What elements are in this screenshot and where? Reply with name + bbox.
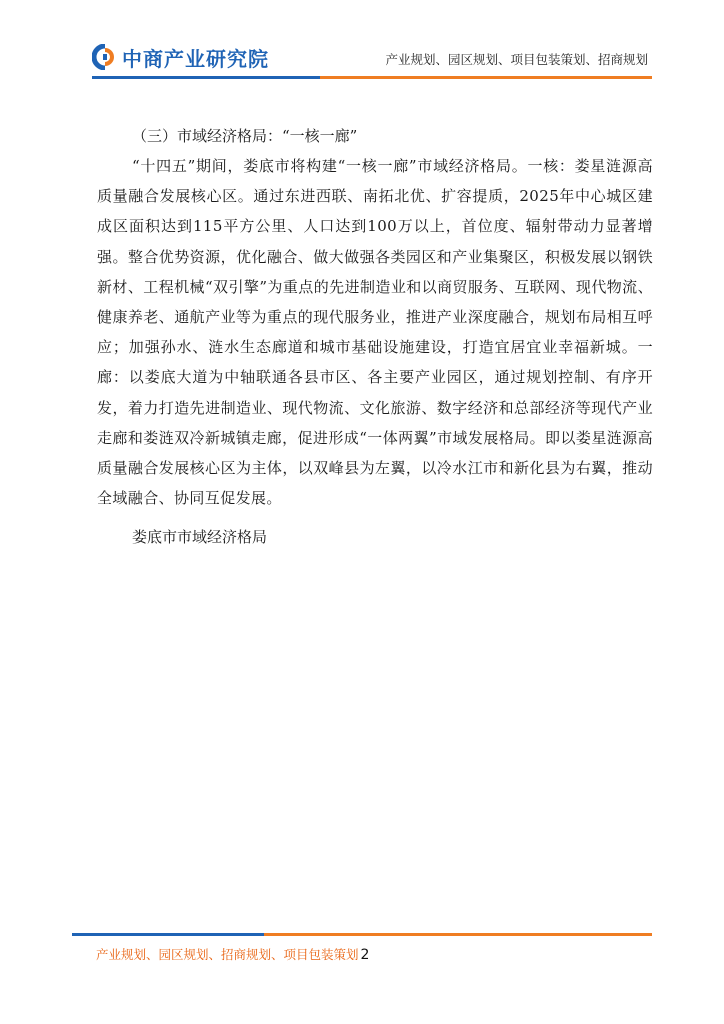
body-paragraph: “十四五”期间，娄底市将构建“一核一廊”市域经济格局。一核：娄星涟源高质量融合发展核心区。通过东进西联、南拓北优、扩容提质，2025年中心城区建成区面积达到115平方公里、人口达到100万以上，首位度、辐射带动力显著增强。整合优势资源，优化融合、做大做强各类园区和产业集聚区，积极发展以钢铁新材、工程机械“双引擎”为重点的先进制造业和以商贸服务、互联网、现代物流、健康养老、通航产业等为重点的现代服务业，推进产业深度融合，规划布局相互呼应；加强孙水、涟水生态廊道和城市基础设施建设，打造宜居宜业幸福新城。一廊：以娄底大道为中轴联通各县市区、各主要产业园区，通过规划控制、有序开发，着力打造先进制造业、现代物流、文化旅游、数字经济和总部经济等现代产业走廊和娄涟双冷新城镇走廊，促进形成“一体两翼”市域发展格局。即以娄星涟源高质量融合发展核心区为主体，以双峰县为左翼，以冷水江市和新化县为右翼，推动全域融合、协同互促发展。: [97, 157, 653, 508]
logo: [92, 44, 269, 70]
page-footer: [96, 945, 369, 963]
logo-icon: [92, 44, 118, 70]
logo-text: 中商产业研究院: [122, 46, 269, 71]
header-divider-blue: [92, 76, 320, 79]
footer-tagline: 产业规划、园区规划、招商规划、项目包装策划: [96, 947, 359, 962]
footer-divider-blue: [72, 933, 264, 936]
header-tagline: 产业规划、园区规划、项目包装策划、招商规划: [385, 52, 648, 67]
page-number: 2: [360, 947, 370, 963]
section-title: （三）市域经济格局：“一核一廊”: [132, 127, 358, 145]
page-header: [0, 0, 724, 82]
document-body: [97, 122, 653, 552]
figure-caption: 娄底市市域经济格局: [132, 528, 268, 547]
header-divider-orange: [320, 76, 652, 79]
footer-divider-orange: [264, 933, 652, 936]
